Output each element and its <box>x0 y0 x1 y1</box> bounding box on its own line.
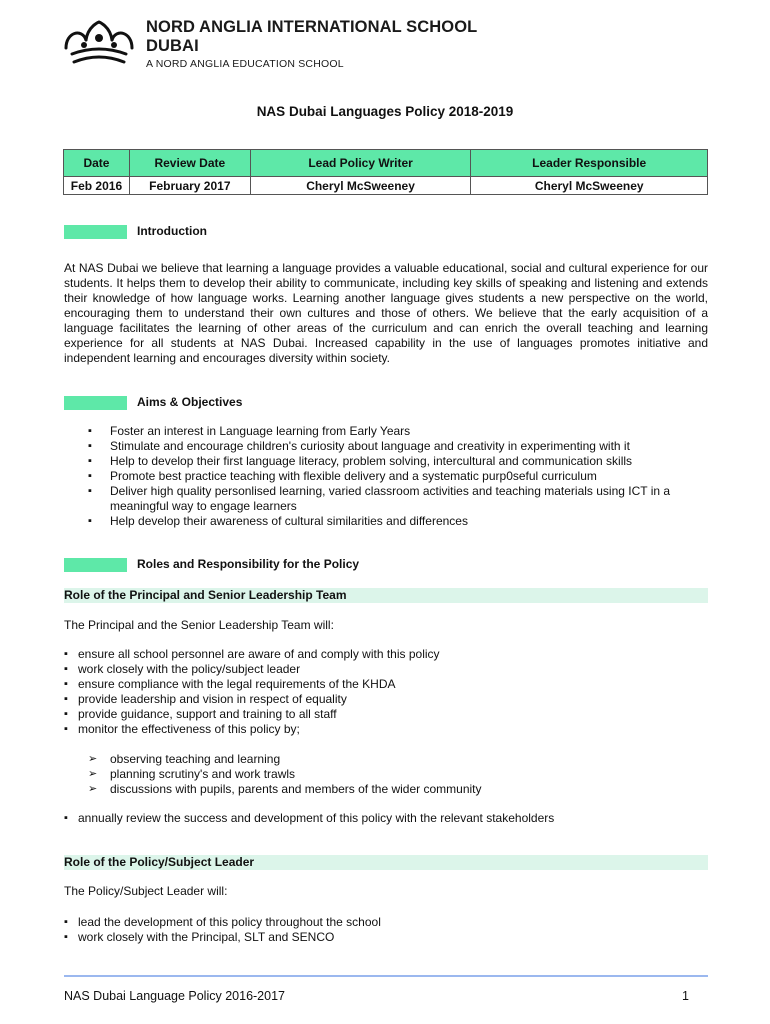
list-item: ▪ work closely with the policy/subject leader <box>64 662 704 677</box>
leader-duties-list <box>64 915 704 945</box>
table-header-cell: Leader Responsible <box>471 150 708 177</box>
school-name-line1: NORD ANGLIA INTERNATIONAL SCHOOL <box>146 18 478 36</box>
principal-final-list <box>64 811 704 826</box>
table-cell: Cheryl McSweeney <box>471 177 708 195</box>
school-subtitle: A NORD ANGLIA EDUCATION SCHOOL <box>146 58 344 70</box>
table-header-cell: Date <box>64 150 130 177</box>
table-header-row <box>64 150 708 177</box>
list-item: ▪ provide guidance, support and training to all staff <box>64 707 704 722</box>
list-item: ➢ observing teaching and learning <box>88 752 704 767</box>
school-name <box>146 18 477 56</box>
leader-intro: The Policy/Subject Leader will: <box>64 884 228 898</box>
section-marker <box>64 396 127 410</box>
monitoring-methods-list <box>88 752 704 797</box>
table-row <box>64 177 708 195</box>
list-item: ➢ discussions with pupils, parents and members of the wider community <box>88 782 704 797</box>
document-title: NAS Dubai Languages Policy 2018-2019 <box>256 104 514 119</box>
table-header-cell: Review Date <box>129 150 250 177</box>
introduction-paragraph: At NAS Dubai we believe that learning a language provides a valuable educational, social and cultural experience for our students. It helps them to develop their ability to communicate, including key skills of speaking and listening and extends their knowledge of how language works. Learning another language gives students a new perspective on the world, encouraging them to understand their own cultures and those of others. We believe that the early acquisition of a language facilitates the learning of other areas of the curriculum and can enrich the overall teaching and learning experience for all students at NAS Dubai. Increased capability in the use of languages promotes initiative and independent learning and encourages diversity within society. <box>64 261 708 365</box>
role-heading-principal: Role of the Principal and Senior Leadership Team <box>64 588 708 603</box>
list-item: ➢ planning scrutiny's and work trawls <box>88 767 704 782</box>
list-item: ▪ lead the development of this policy throughout the school <box>64 915 704 930</box>
table-cell: Cheryl McSweeney <box>250 177 471 195</box>
table-header-cell: Lead Policy Writer <box>250 150 471 177</box>
principal-intro: The Principal and the Senior Leadership Team will: <box>64 618 334 632</box>
footer-document-name: NAS Dubai Language Policy 2016-2017 <box>64 989 285 1003</box>
list-item: ▪ Deliver high quality personlised learning, varied classroom activities and teaching materials using ICT in a meaningful way to engage learners <box>88 484 704 514</box>
table-cell: Feb 2016 <box>64 177 130 195</box>
crown-logo-icon <box>62 18 136 66</box>
list-item: ▪ annually review the success and development of this policy with the relevant stakeholders <box>64 811 704 826</box>
section-marker <box>64 558 127 572</box>
aims-list <box>88 424 704 529</box>
section-marker <box>64 225 127 239</box>
section-heading-aims: Aims & Objectives <box>137 395 243 409</box>
list-item: ▪ Help to develop their first language literacy, problem solving, intercultural and communication skills <box>88 454 704 469</box>
footer-divider <box>64 975 708 977</box>
list-item: ▪ ensure all school personnel are aware of and comply with this policy <box>64 647 704 662</box>
role-heading-leader: Role of the Policy/Subject Leader <box>64 855 708 870</box>
section-heading-introduction: Introduction <box>137 224 207 238</box>
list-item: ▪ ensure compliance with the legal requirements of the KHDA <box>64 677 704 692</box>
list-item: ▪ provide leadership and vision in respect of equality <box>64 692 704 707</box>
section-heading-roles: Roles and Responsibility for the Policy <box>137 557 360 571</box>
policy-meta-table <box>63 149 708 195</box>
list-item: ▪ Help develop their awareness of cultural similarities and differences <box>88 514 704 529</box>
list-item: ▪ Stimulate and encourage children's curiosity about language and creativity in experimenting with it <box>88 439 704 454</box>
page-number: 1 <box>682 989 689 1003</box>
table-cell: February 2017 <box>129 177 250 195</box>
principal-duties-list <box>64 647 704 737</box>
school-name-line2: DUBAI <box>146 37 199 55</box>
list-item: ▪ Promote best practice teaching with flexible delivery and a systematic purp0seful curriculum <box>88 469 704 484</box>
list-item: ▪ work closely with the Principal, SLT and SENCO <box>64 930 704 945</box>
list-item: ▪ Foster an interest in Language learning from Early Years <box>88 424 704 439</box>
list-item: ▪ monitor the effectiveness of this policy by; <box>64 722 704 737</box>
